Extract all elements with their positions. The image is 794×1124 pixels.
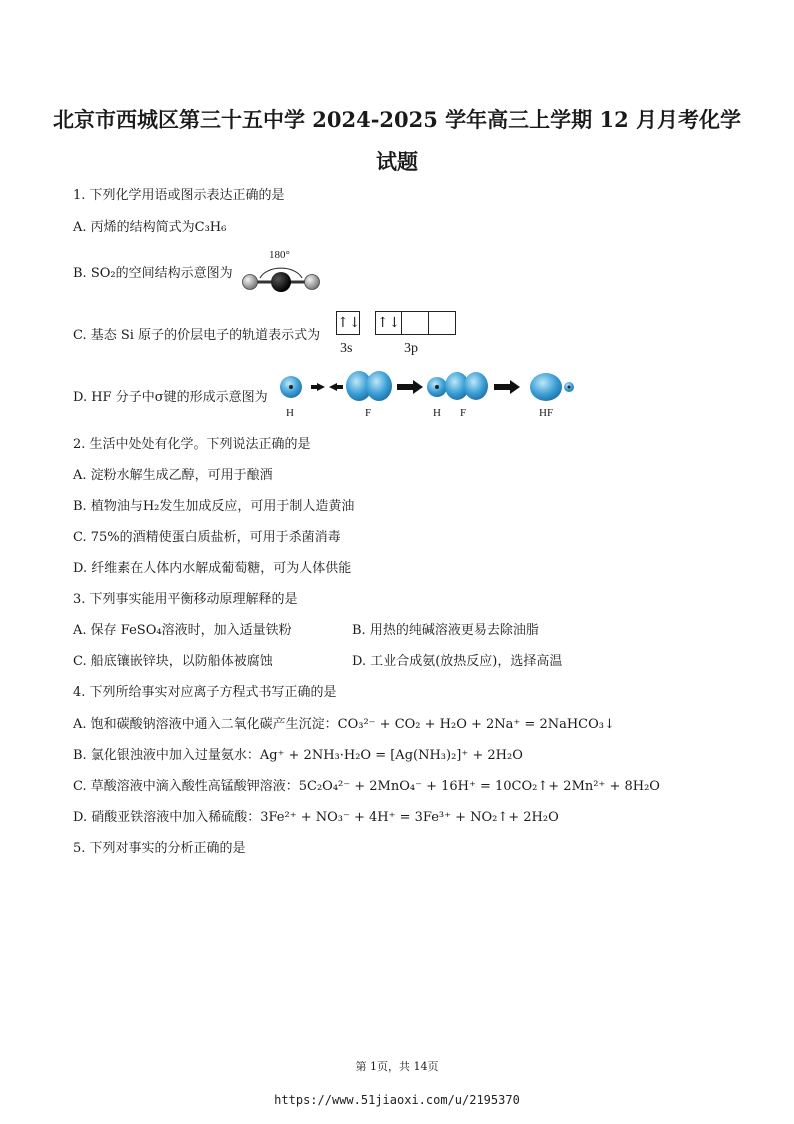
orbital-3s-box: ↑↓ xyxy=(336,311,360,335)
hf-label-f2: F xyxy=(460,407,467,419)
q3-option-b: B. 用热的纯碱溶液更易去除油脂 xyxy=(352,623,539,638)
q4-option-a: A. 饱和碳酸钠溶液中通入二氧化碳产生沉淀：CO₃²⁻ + CO₂ + H₂O + 2Na⁺ = 2NaHCO₃↓ xyxy=(73,717,615,732)
q2-option-d: D. 纤维素在人体内水解成葡萄糖，可为人体供能 xyxy=(73,561,352,576)
q5-stem: 5. 下列对事实的分析正确的是 xyxy=(73,841,246,856)
q1-option-c-text: C. 基态 Si 原子的价层电子的轨道表示式为 xyxy=(73,328,321,343)
q2-option-a: A. 淀粉水解生成乙醇，可用于酿酒 xyxy=(73,468,273,483)
orbital-3p-box-2 xyxy=(401,311,429,335)
q4-option-d: D. 硝酸亚铁溶液中加入稀硫酸：3Fe²⁺ + NO₃⁻ + 4H⁺ = 3Fe³⁺ + NO₂↑+ 2H₂O xyxy=(73,810,559,825)
q4-stem: 4. 下列所给事实对应离子方程式书写正确的是 xyxy=(73,685,337,700)
q4-option-b: B. 氯化银浊液中加入过量氨水：Ag⁺ + 2NH₃·H₂O = [Ag(NH₃)₂]⁺ + 2H₂O xyxy=(73,748,523,763)
hf-label-h2: H xyxy=(433,407,441,419)
q2-stem: 2. 生活中处处有化学。下列说法正确的是 xyxy=(73,437,311,452)
document-title-line2: 试题 xyxy=(376,149,418,174)
page-number-footer: 第 1页，共 14页 xyxy=(355,1060,439,1073)
document-title-line1: 北京市西城区第三十五中学 2024-2025 学年高三上学期 12 月月考化学 xyxy=(52,107,742,132)
orbital-3s-label: 3s xyxy=(340,341,353,356)
so2-bond-angle-label: 180° xyxy=(269,249,290,261)
orbital-3p-label: 3p xyxy=(404,341,418,356)
source-url[interactable]: https://www.51jiaoxi.com/u/2195370 xyxy=(274,1093,520,1107)
q3-option-c: C. 船底镶嵌锌块，以防船体被腐蚀 xyxy=(73,654,273,669)
q2-option-c: C. 75%的酒精使蛋白质盐析，可用于杀菌消毒 xyxy=(73,530,341,545)
hf-sigma-bond-diagram xyxy=(273,370,583,410)
hf-label-h1: H xyxy=(286,407,294,419)
q1-option-b-text: B. SO₂的空间结构示意图为 xyxy=(73,266,233,281)
orbital-3p-boxes xyxy=(375,311,456,335)
q3-option-d: D. 工业合成氨(放热反应)，选择高温 xyxy=(352,654,563,669)
orbital-3p-box-1: ↑↓ xyxy=(375,311,402,335)
hf-label-f1: F xyxy=(365,407,372,419)
q1-option-d-text: D. HF 分子中σ键的形成示意图为 xyxy=(73,390,268,405)
q3-stem: 3. 下列事实能用平衡移动原理解释的是 xyxy=(73,592,298,607)
q1-option-a: A. 丙烯的结构简式为C₃H₆ xyxy=(73,220,227,235)
q1-stem: 1. 下列化学用语或图示表达正确的是 xyxy=(73,188,285,203)
q3-option-a: A. 保存 FeSO₄溶液时，加入适量铁粉 xyxy=(73,623,292,638)
q4-option-c: C. 草酸溶液中滴入酸性高锰酸钾溶液：5C₂O₄²⁻ + 2MnO₄⁻ + 16H⁺ = 10CO₂↑+ 2Mn²⁺ + 8H₂O xyxy=(73,779,660,794)
hf-label-hf: HF xyxy=(539,407,554,419)
q2-option-b: B. 植物油与H₂发生加成反应，可用于制人造黄油 xyxy=(73,499,355,514)
orbital-3p-box-3 xyxy=(428,311,456,335)
